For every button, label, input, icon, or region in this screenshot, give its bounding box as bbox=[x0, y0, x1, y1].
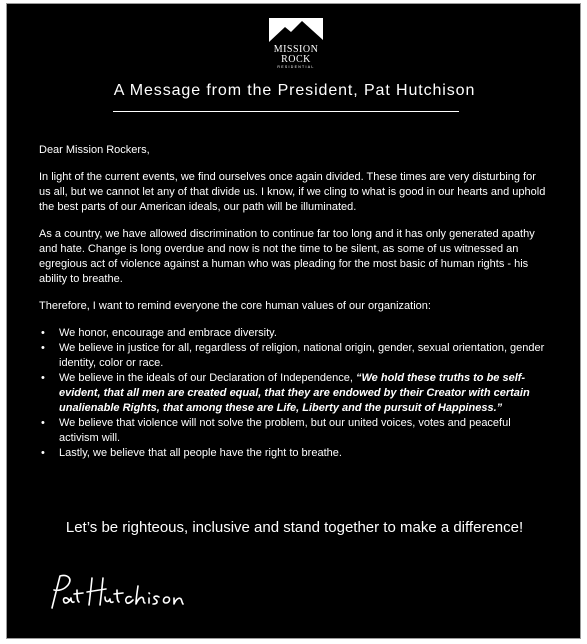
mission-rock-logo bbox=[264, 18, 328, 70]
logo-text-mission: MISSION bbox=[273, 44, 319, 55]
list-item-text: We believe in the ideals of our Declaration of Independence, bbox=[59, 372, 356, 384]
list-item bbox=[39, 326, 547, 341]
list-item-text: Lastly, we believe that all people have the right to breathe. bbox=[59, 447, 342, 459]
paragraph-2: As a country, we have allowed discrimination to continue far too long and it has only generated apathy and hate. Change is long overdue and now is not the time to be silent, as some of us witnessed an egregious act of violence against a human who was pleading for the most basic of human rights - his ability to breathe. bbox=[39, 228, 535, 285]
bullet-icon: • bbox=[41, 372, 45, 384]
declaration-quote: “We hold these truths to be self-evident, that all men are created equal, that they are endowed by their Creator with certain unalienable Rights, that among these are Life, Liberty and the pursuit of Happiness.” bbox=[59, 372, 530, 414]
bullet-icon: • bbox=[41, 447, 45, 459]
bullet-icon: • bbox=[41, 327, 45, 339]
greeting: Dear Mission Rockers, bbox=[39, 144, 150, 156]
title-divider bbox=[113, 111, 459, 112]
list-item bbox=[39, 371, 547, 416]
message-card bbox=[6, 3, 581, 639]
signature-image bbox=[43, 570, 193, 619]
values-list bbox=[39, 326, 547, 461]
list-item bbox=[39, 416, 547, 446]
list-item bbox=[39, 446, 547, 461]
bullet-icon: • bbox=[41, 417, 45, 429]
letter-body bbox=[39, 143, 547, 461]
list-item-text: We believe that violence will not solve the problem, but our united voices, votes and peaceful activism will. bbox=[59, 417, 511, 444]
list-item bbox=[39, 341, 547, 371]
closing-statement: Let’s be righteous, inclusive and stand together to make a difference! bbox=[65, 519, 524, 536]
list-item-text: We believe in justice for all, regardless of religion, national origin, gender, sexual orientation, gender identity, color or race. bbox=[59, 342, 545, 369]
paragraph-3: Therefore, I want to remind everyone the core human values of our organization: bbox=[39, 300, 431, 312]
page-title: A Message from the President, Pat Hutchison bbox=[113, 82, 476, 99]
bullet-icon: • bbox=[41, 342, 45, 354]
logo-text-residential: RESIDENTIAL bbox=[277, 65, 315, 69]
paragraph-1: In light of the current events, we find ourselves once again divided. These times are very disturbing for us all, but we cannot let any of that divide us. I know, if we cling to what is good in our hearts and uphold the best parts of our American ideals, our path will be illuminated. bbox=[39, 171, 546, 213]
logo-text-rock: ROCK bbox=[281, 54, 311, 65]
mountain-logo-icon bbox=[269, 18, 323, 42]
list-item-text: We honor, encourage and embrace diversity. bbox=[59, 327, 277, 339]
